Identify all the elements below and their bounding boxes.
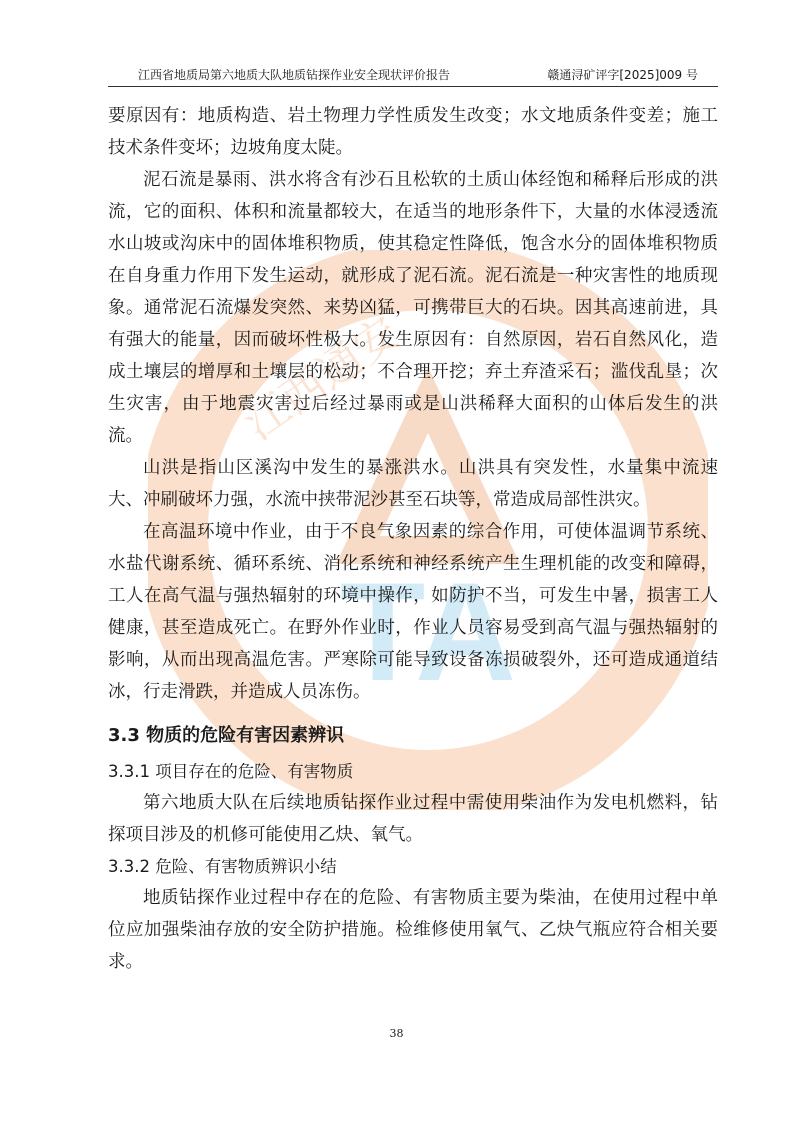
- paragraph-temperature-hazard: 在高温环境中作业，由于不良气象因素的综合作用，可使体温调节系统、水盐代谢系统、循环系统、消化系统和神经系统产生生理机能的改变和障碍，工人在高气温与强热辐射的环境中操作，如防护不当，可发生中暑，损害工人健康，甚至造成死亡。在野外作业时，作业人员容易受到高气温与强热辐射的影响，从而出现高温危害。严寒除可能导致设备冻损破裂外，还可造成通道结冰，行走滑跌，并造成人员冻伤。: [108, 522, 718, 702]
- paragraph-hazardous-substances: 第六地质大队在后续地质钻探作业过程中需使用柴油作为发电机燃料，钻探项目涉及的机修可能使用乙炔、氧气。: [108, 793, 718, 845]
- page-body: [108, 100, 718, 978]
- paragraph-landslide-causes: 要原因有：地质构造、岩土物理力学性质发生改变；水文地质条件变差；施工技术条件变坏；边坡角度太陡。: [108, 106, 718, 158]
- section-heading-3-3: 3.3 物质的危险有害因素辨识: [108, 725, 345, 746]
- section-heading-3-3-2: 3.3.2 危险、有害物质辨识小结: [108, 857, 337, 876]
- page-number: 38: [389, 1027, 404, 1040]
- section-heading-3-3-1: 3.3.1 项目存在的危险、有害物质: [108, 762, 354, 781]
- watermark-letters: TA: [339, 553, 517, 710]
- watermark-ring-text: 江西通安: [235, 307, 409, 451]
- paragraph-flash-flood: 山洪是指山区溪沟中发生的暴涨洪水。山洪具有突发性，水量集中流速大、冲刷破坏力强，水流中挟带泥沙甚至石块等，常造成局部性洪灾。: [108, 458, 718, 510]
- paragraph-substances-summary: 地质钻探作业过程中存在的危险、有害物质主要为柴油，在使用过程中单位应加强柴油存放的安全防护措施。检维修使用氧气、乙炔气瓶应符合相关要求。: [108, 888, 718, 972]
- header-report-title: 江西省地质局第六地质大队地质钻探作业安全现状评价报告: [138, 68, 451, 82]
- header-doc-number: 赣通浔矿评字[2025]009 号: [547, 68, 698, 82]
- page-header: [108, 66, 718, 87]
- paragraph-debris-flow: 泥石流是暴雨、洪水将含有沙石且松软的土质山体经饱和稀释后形成的洪流，它的面积、体积和流量都较大，在适当的地形条件下，大量的水体浸透流水山坡或沟床中的固体堆积物质，使其稳定性降低，饱含水分的固体堆积物质在自身重力作用下发生运动，就形成了泥石流。泥石流是一种灾害性的地质现象。通常泥石流爆发突然、来势凶猛，可携带巨大的石块。因其高速前进，具有强大的能量，因而破坏性极大。发生原因有：自然原因，岩石自然风化，造成土壤层的增厚和土壤层的松动；不合理开挖；弃土弃渣采石；滥伐乱垦；次生灾害，由于地震灾害过后经过暴雨或是山洪稀释大面积的山体后发生的洪流。: [108, 170, 718, 446]
